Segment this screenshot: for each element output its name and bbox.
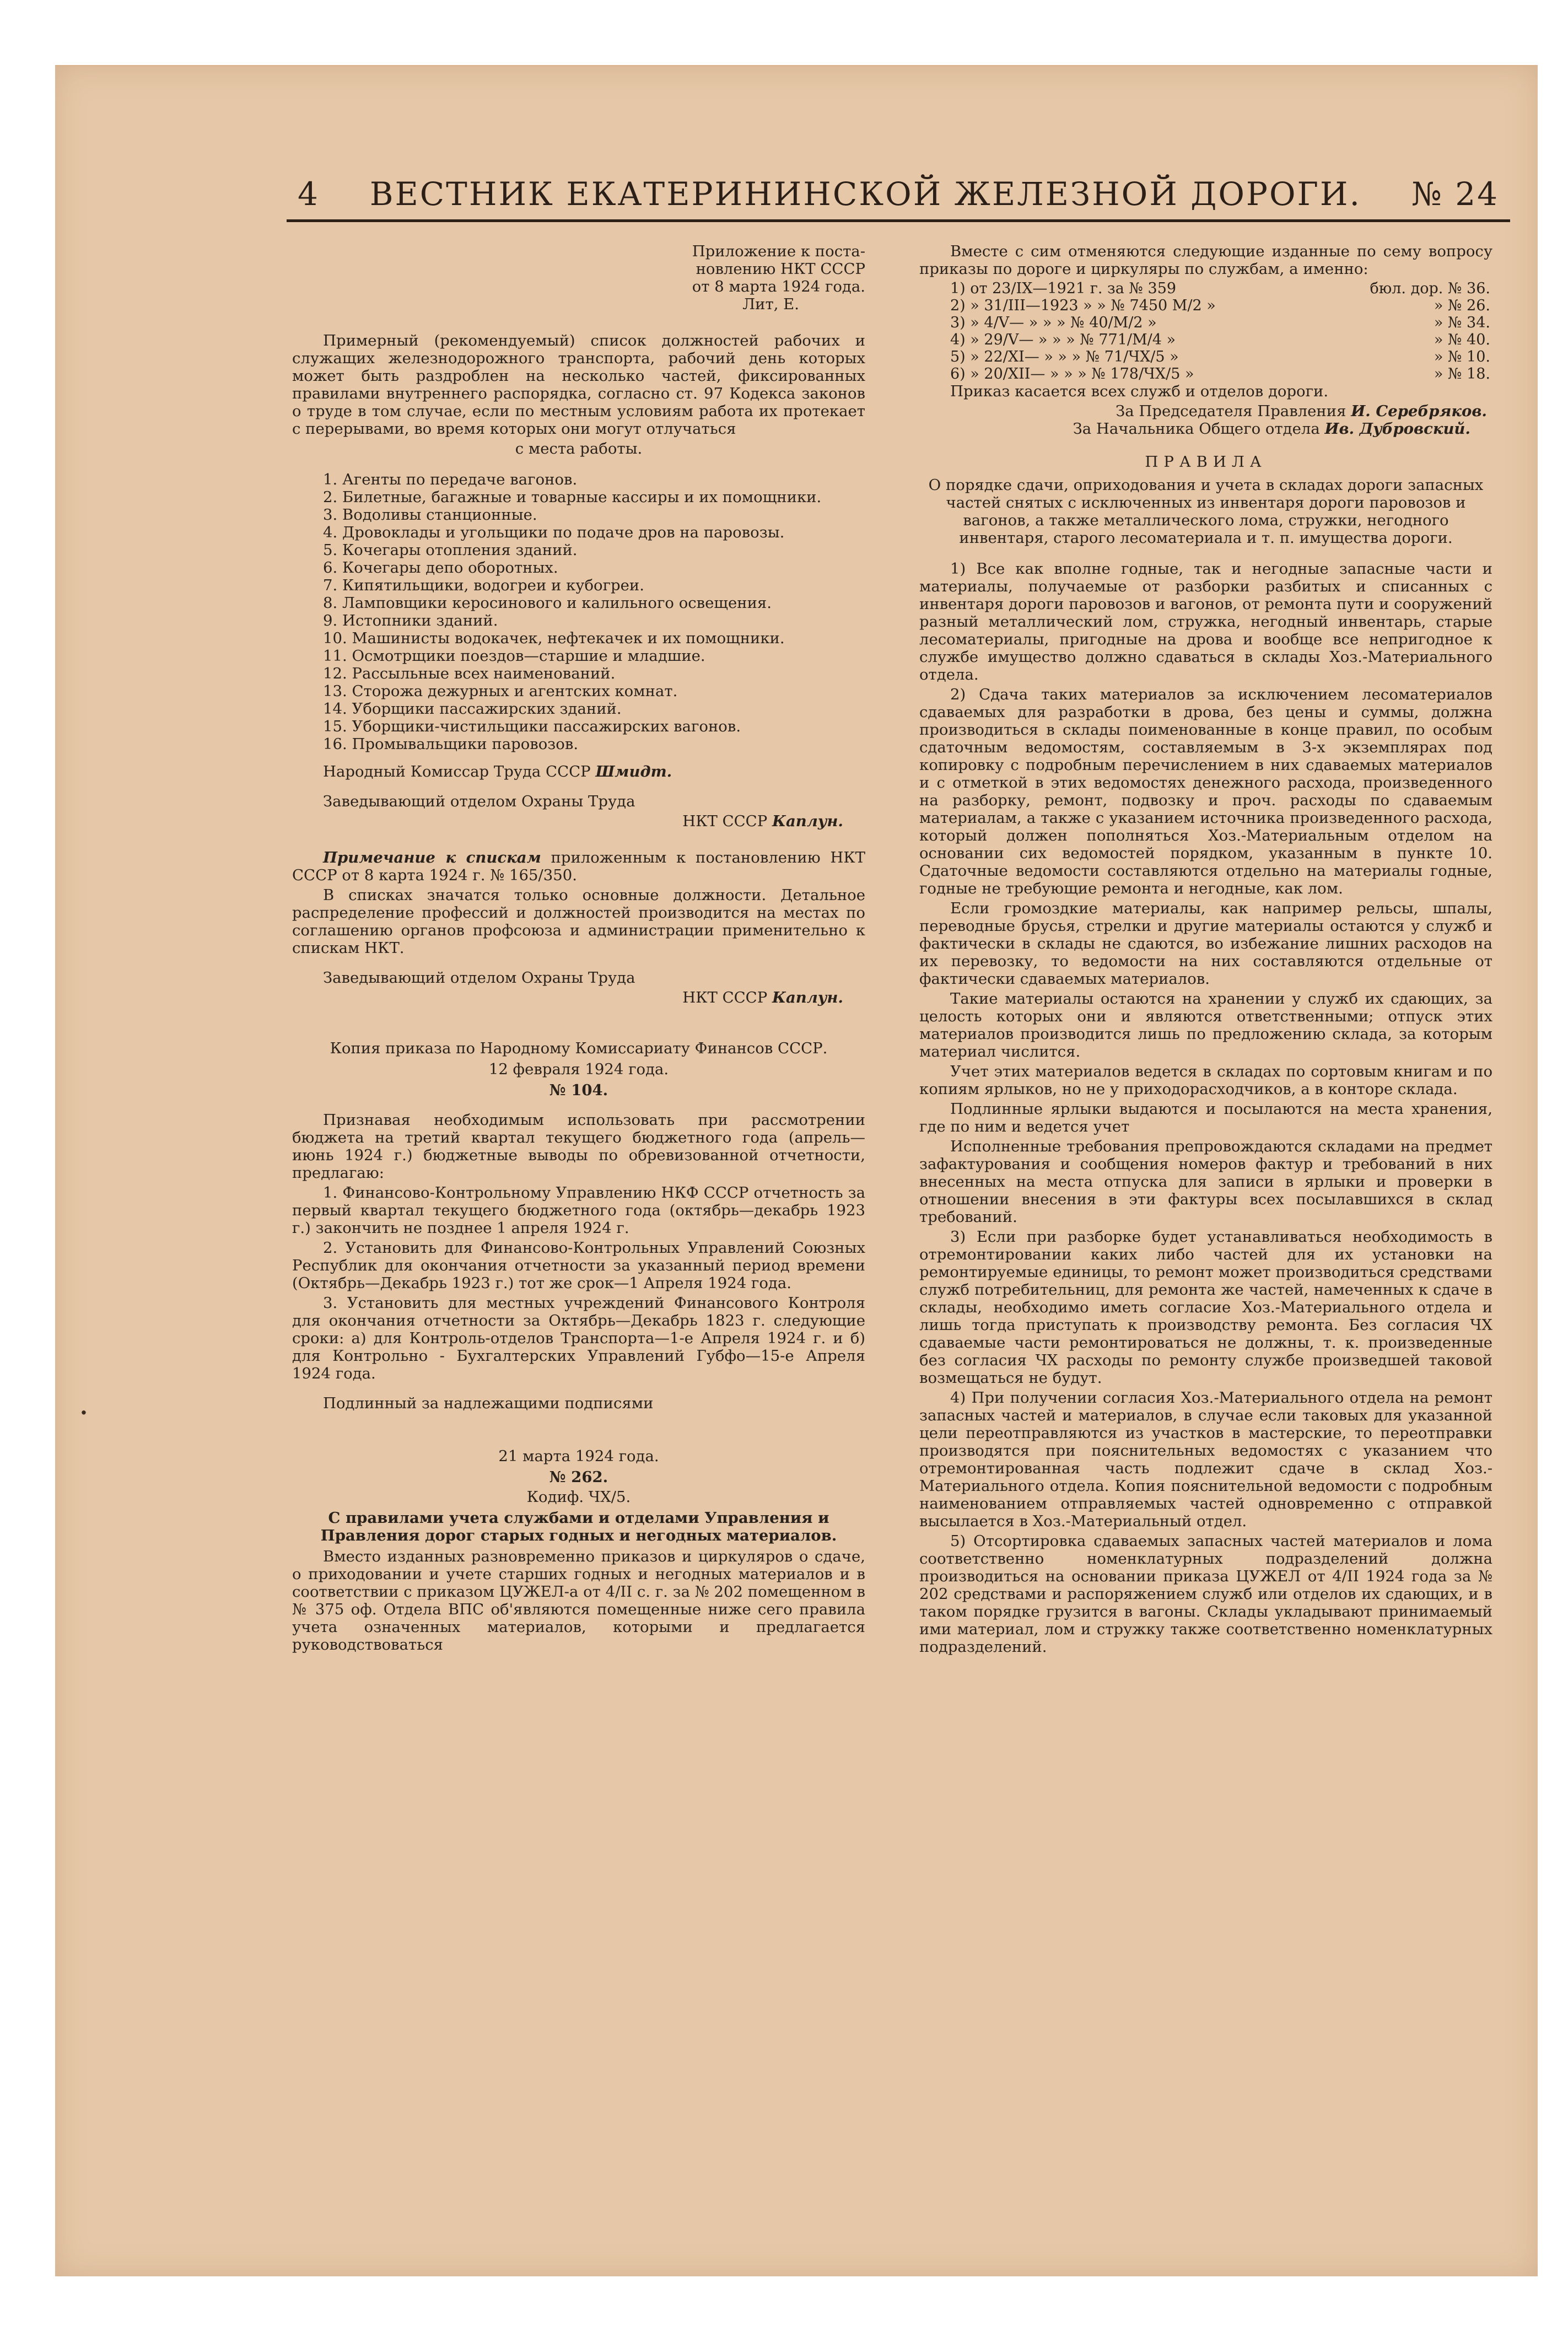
table-cell: 5) » 22/XI— » » » № 71/ЧХ/5 » [950, 348, 1179, 365]
note-text: приложенным к постановлению НКТ СССР от 8 карта 1924 г. № 165/350. [292, 849, 865, 884]
cancelled-orders-table [919, 280, 1492, 383]
table-cell: 3) » 4/V— » » » № 40/М/2 » [950, 314, 1157, 331]
signature-general-dept [919, 420, 1492, 438]
rules-subtitle: О порядке сдачи, оприходования и учета в складах дороги запасных частей снятых с исключенных из инвентаря дороги паровозов и вагонов, а также металлического лома, стружки, негодного инвентаря, старого лесоматериала и т. п. имущества дороги. [928, 476, 1484, 547]
table-cell: » № 26. [1434, 297, 1490, 314]
order-262-date: 21 марта 1924 года. [498, 1447, 659, 1465]
signature-name: И. Серебряков. [1351, 402, 1487, 420]
rule-paragraph: Если громоздкие материалы, как например рельсы, шпалы, переводные брусья, стрелки и другие материалы остаются у служб и фактически в склады не сдаются, во избежание лишних расходов на их перевозку, то ведомости на них составляются отдельные от фактически сдаваемых материалов. [919, 900, 1492, 988]
signature-org: НКТ СССР [682, 989, 768, 1006]
copy-order-date: 12 февраля 1924 года. [488, 1060, 669, 1078]
signature-name: Каплун. [772, 812, 843, 830]
table-cell: бюл. дор. № 36. [1370, 280, 1490, 297]
rule-paragraph: Исполненные требования препровождаются складами на предмет зафактурования и сообщения номеров фактур и требований в них внесенных на места отпуска для записи в ярлыки и проверки в отношении внесения в эти фактуры всех посылавшихся в склад требований. [919, 1138, 1492, 1226]
appendix-line: новлению НКТ СССР [696, 260, 865, 278]
signature-title: За Председателя Правления [1116, 402, 1346, 420]
copy-order-paragraph: Признавая необходимым использовать при рассмотрении бюджета на третий квартал текущего бюджетного года (апрель—июнь 1924 г.) бюджетные выводы по обревизованной отчетности, предлагаю: [292, 1111, 865, 1182]
note-label: Примечание к спискам [323, 849, 541, 866]
list-item: 7. Кипятильщики, водогреи и кубогреи. [323, 577, 644, 594]
positions-list [292, 471, 865, 753]
list-item: 13. Сторожа дежурных и агентских комнат. [323, 682, 678, 700]
list-item: 9. Истопники зданий. [323, 612, 498, 629]
signature-title: Народный Комиссар Труда СССР [323, 763, 591, 780]
rule-paragraph: Подлинные ярлыки выдаются и посылаются на места хранения, где по ним и ведется учет [919, 1100, 1492, 1135]
rule-paragraph: 4) При получении согласия Хоз.-Материального отдела на ремонт запасных частей и материалов, в случае если таковых для указанной цели переотправляются из участков в мастерские, то переотправки производятся при пояснительных ведомостях с указанием что отремонтированная часть подлежит сдаче в склад Хоз.-Материального отдела. Копия пояснительной ведомости с подробным наименованием отправляемых частей одновременно с отправкой высылается в Хоз.-Материальный отдел. [919, 1389, 1492, 1530]
list-item: 11. Осмотрщики поездов—старшие и младшие. [323, 647, 705, 665]
order-262-paragraph: Вместо изданных разновременно приказов и циркуляров о сдаче, о приходовании и учете старших годных и негодных материалов и в соответствии с приказом ЦУЖЕЛ-а от 4/II с. г. за № 202 помещенном в № 375 оф. Отдела ВПС об'являются помещенные ниже сего правила учета означенных материалов, которыми и предлагается руководствоваться [292, 1548, 865, 1654]
table-row [919, 348, 1492, 365]
appendix-line: Приложение к поста- [692, 243, 865, 260]
table-cell: » № 18. [1434, 365, 1490, 383]
signature-labor-org-2 [292, 989, 865, 1006]
rule-paragraph: 3) Если при разборке будет устанавливаться необходимость в отремонтировании каких либо частей для их установки на ремонтируемые единицы, то ремонт может производиться средствами служб потребительниц, для ремонта же частей, намеченных к сдаче в склады, необходимо иметь согласие Хоз.-Материального отдела и лишь тогда приступать к производству ремонта. Без согласия ЧХ сдаваемые части ремонтироваться не должны, т. к. произведенные без согласия ЧХ расходы по ремонту службе произведшей таковой возмещаться не будут. [919, 1228, 1492, 1387]
table-row [919, 314, 1492, 331]
signature-name: Каплун. [772, 989, 843, 1006]
appendix-line: Лит, Е. [742, 295, 799, 313]
list-item: 2. Билетные, багажные и товарные кассиры и их помощники. [323, 488, 822, 506]
rule-paragraph: Учет этих материалов ведется в складах по сортовым книгам и по копиям ярлыков, но не у приходорасходчиков, а в конторе склада. [919, 1063, 1492, 1098]
list-item: 8. Ламповщики керосинового и калильного освещения. [323, 594, 772, 612]
signature-title: За Начальника Общего отдела [1073, 420, 1320, 438]
cancel-intro: Вместе с сим отменяются следующие изданные по сему вопросу приказы по дороге и циркуляры по службам, а именно: [919, 243, 1492, 278]
note-paragraph [292, 849, 865, 884]
table-row [919, 365, 1492, 383]
table-cell: » № 40. [1434, 331, 1490, 348]
copy-order-paragraph: 3. Установить для местных учреждений Финансового Контроля для окончания отчетности за Октябрь—Декабрь 1823 г. следующие сроки: а) для Контроль-отделов Транспорта—1-е Апреля 1924 г. и б) для Контрольно - Бухгалтерских Управлений Губфо—15-е Апреля 1924 года. [292, 1294, 865, 1382]
list-item: 15. Уборщики-чистильщики пассажирских вагонов. [323, 718, 741, 735]
signature-commissar [292, 763, 865, 780]
table-cell: 1) от 23/IX—1921 г. за № 359 [950, 280, 1177, 297]
table-cell: 4) » 29/V— » » » № 771/М/4 » [950, 331, 1176, 348]
signature-chairman [919, 402, 1492, 420]
list-item: 1. Агенты по передаче вагонов. [323, 471, 578, 488]
cancel-scope: Приказ касается всех служб и отделов дороги. [950, 383, 1329, 400]
appendix-line: от 8 марта 1924 года. [692, 278, 865, 295]
signature-name: Шмидт. [595, 763, 672, 780]
rule-paragraph: Такие материалы остаются на хранении у служб их сдающих, за целость которых они и являются ответственными; отпуск этих материалов производится лишь по предложению склада, за которым материал числится. [919, 990, 1492, 1060]
rule-paragraph: 5) Отсортировка сдаваемых запасных частей материалов и лома соответственно номенклатурных подразделений должна производиться на основании приказа ЦУЖЕЛ от 4/II 1924 года за № 202 средствами и распоряжением служб или отделов их сдающих, и в таком порядке грузится в вагоны. Склады укладывают принимаемый ими материал, лом и стружку также соответственно номенклатурных подразделений. [919, 1532, 1492, 1656]
rule-paragraph: 2) Сдача таких материалов за исключением лесоматериалов сдаваемых для разработки в дрова, без цены и суммы, должна производиться в склады поименованные в конце правил, по особым сдаточным ведомостям, составляемым в 3-х экземплярах под копировку с подробным перечислением в них сдаваемых материалов и с отметкой в этих ведомостях денежного расхода, произведенного на разборку, ремонт, подвозку и проч. расходы по сдаваемым материалам, а также с указанием источника произведенного расхода, который должен пополняться Хоз.-Материальным отделом на основании сих ведомостей порядком, указанным в пункте 10. Сдаточные ведомости составляются отдельно на материалы годные, годные не требующие ремонта и негодные, как лом. [919, 686, 1492, 897]
signature-labor-head: Заведывающий отделом Охраны Труда [323, 793, 635, 810]
appendix-note [601, 243, 865, 313]
list-item: 14. Уборщики пассажирских зданий. [323, 700, 622, 718]
copy-order-signature: Подлинный за надлежащими подписями [323, 1394, 654, 1412]
table-cell: 6) » 20/XII— » » » № 178/ЧХ/5 » [950, 365, 1194, 383]
page-number: 4 [298, 175, 320, 213]
table-cell: » № 10. [1434, 348, 1490, 365]
table-row [919, 331, 1492, 348]
issue-number: № 24 [1411, 175, 1499, 213]
copy-order-paragraph: 2. Установить для Финансово-Контрольных Управлений Союзных Республик для окончания отчетности за указанный период времени (Октябрь—Декабрь 1923 г.) тот же срок—1 Апреля 1924 года. [292, 1239, 865, 1292]
list-item: 12. Рассыльные всех наименований. [323, 665, 616, 682]
table-row [919, 297, 1492, 314]
list-item: 6. Кочегары депо оборотных. [323, 559, 558, 577]
table-cell: » № 34. [1434, 314, 1490, 331]
publication-title: ВЕСТНИК ЕКАТЕРИНИНСКОЙ ЖЕЛЕЗНОЙ ДОРОГИ. [369, 175, 1361, 213]
intro-paragraph: Примерный (рекомендуемый) список должностей рабочих и служащих железнодорожного транспорта, рабочий день которых может быть раздроблен на несколько частей, фиксированных правилами внутреннего распорядка, согласно ст. 97 Кодекса законов о труде в том случае, если по местным условиям работа их протекает с перерывами, во время которых они могут отлучаться [292, 332, 865, 438]
order-262-number: № 262. [549, 1468, 608, 1486]
list-item: 3. Водоливы станционные. [323, 506, 537, 524]
signature-labor-head-2: Заведывающий отделом Охраны Труда [323, 969, 635, 987]
list-item: 10. Машинисты водокачек, нефтекачек и их помощники. [323, 629, 785, 647]
copy-order-number: № 104. [549, 1081, 608, 1099]
order-262-title: С правилами учета службами и отделами Управления и Правления дорог старых годных и негодных материалов. [320, 1509, 837, 1544]
page-header [298, 175, 1499, 225]
rule-paragraph: 1) Все как вполне годные, так и негодные запасные части и материалы, получаемые от разборки разбитых и списанных с инвентаря дороги паровозов и вагонов, от ремонта пути и сооружений разный металлический лом, стружка, негодный инвентарь, старые лесоматериалы, пригодные на дрова и вообще все непригодное к службе имущество должно сдаваться в склады Хоз.-Материального отдела. [919, 560, 1492, 683]
intro-end: с места работы. [515, 440, 643, 457]
binding-mark: · [80, 1400, 88, 1426]
table-cell: 2) » 31/III—1923 » » № 7450 М/2 » [950, 297, 1216, 314]
order-262-code: Кодиф. ЧХ/5. [526, 1488, 631, 1506]
list-item: 4. Дровоклады и угольщики по подаче дров на паровозы. [323, 524, 785, 541]
left-column [292, 243, 865, 2078]
list-item: 16. Промывальщики паровозов. [323, 735, 579, 753]
note-paragraph-2: В списках значатся только основные должности. Детальное распределение профессий и должностей производится на местах по соглашению органов профсоюза и администрации применительно к спискам НКТ. [292, 886, 865, 957]
list-item: 5. Кочегары отопления зданий. [323, 541, 578, 559]
right-column [919, 243, 1492, 2078]
signature-org: НКТ СССР [682, 812, 768, 830]
table-row [919, 280, 1492, 297]
header-rule [287, 219, 1510, 222]
signature-labor-org [292, 812, 865, 830]
signature-name: Ив. Дубровский. [1324, 420, 1470, 438]
copy-order-title: Копия приказа по Народному Комиссариату Финансов СССР. [330, 1040, 828, 1057]
rules-heading: ПРАВИЛА [1145, 453, 1267, 471]
copy-order-paragraph: 1. Финансово-Контрольному Управлению НКФ СССР отчетность за первый квартал текущего бюджетного года (октябрь—декабрь 1923 г.) закончить не позднее 1 апреля 1924 г. [292, 1184, 865, 1237]
